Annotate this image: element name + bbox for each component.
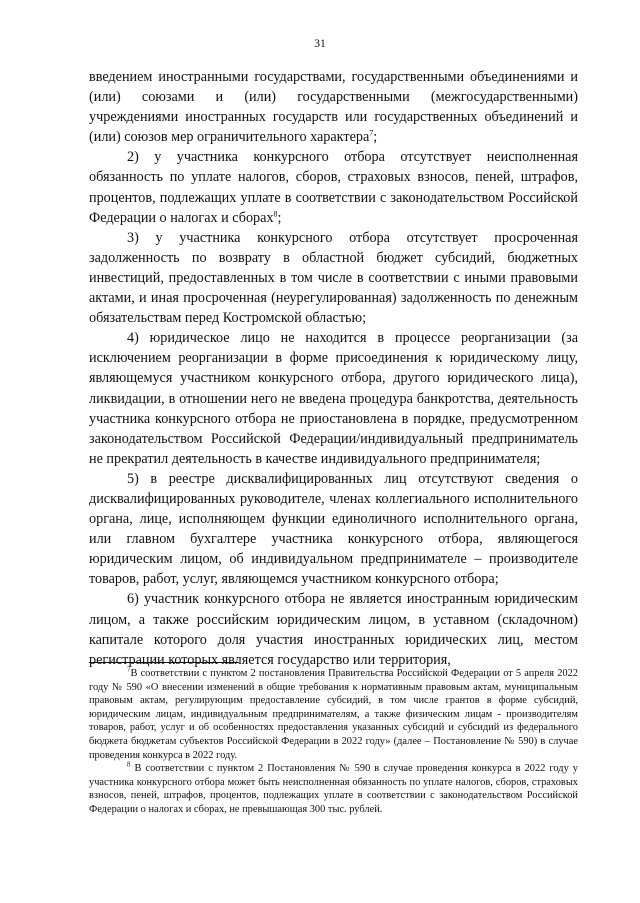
paragraph-text: 2) у участника конкурсного отбора отсутствует неисполненная обязанность по уплате налогов, сборов, страховых взносов, пеней, штрафов, процентов, подлежащих уплате в соответствии с законодательством Российской Федерации о налогах и сборах bbox=[89, 149, 578, 226]
paragraph-continuation bbox=[89, 67, 578, 147]
paragraph-punctuation: ; bbox=[373, 129, 378, 146]
footnote-ref-7[interactable]: 7 bbox=[369, 128, 374, 138]
body-text bbox=[89, 67, 578, 670]
footnote-7 bbox=[89, 667, 578, 762]
footnote-mark: 7 bbox=[127, 665, 131, 674]
footnote-ref-8[interactable]: 8 bbox=[273, 208, 278, 218]
footnote-8 bbox=[89, 762, 578, 816]
paragraph-punctuation: ; bbox=[277, 209, 282, 226]
page-number: 31 bbox=[314, 38, 326, 50]
paragraph-item-3: 3) у участника конкурсного отбора отсутствует просроченная задолженность по возврату в областной бюджет субсидий, бюджетных инвестиций, предоставленных в том числе в соответствии с иными правовыми актами, и иная просроченная (неурегулированная) задолженность по денежным обязательствам перед Костромской областью; bbox=[89, 229, 578, 327]
paragraph-item-4: 4) юридическое лицо не находится в процессе реорганизации (за исключением реорганизации в форме присоединения к юридическому лицу, являющемуся участником конкурсного отбора, другого юридического лица), ликвидации, в отношении него не введена процедура банкротства, деятельность участника конкурсного отбора не приостановлена в порядке, предусмотренном законодательством Российской Федерации/индивидуальный предприниматель не прекратил деятельность в качестве индивидуального предпринимателя; bbox=[89, 330, 578, 467]
paragraph-item-2 bbox=[89, 147, 578, 227]
footnote-text: В соответствии с пунктом 2 постановления Правительства Российской Федерации от 5 апреля 2022 году № 590 «О внесении изменений в общие требования к нормативным правовым актам, муниципальным правовым актам, регулирующим предоставление субсидий, в том числе грантов в форме субсидий, юридическим лицам, индивидуальным предпринимателям, а также физическим лицам - производителям товаров, работ, услуг и об особенностях предоставления указанных субсидий и субсидий из федерального бюджета бюджетам субъектов Российской Федерации в 2022 году» (далее – Постановление № 590) в случае проведения конкурса в 2022 году. bbox=[89, 668, 578, 761]
paragraph-text: введением иностранными государствами, государственными объединениями и (или) союзами и (или) государственными (межгосударственными) учреждениями иностранных государств или государственных объединений и (или) союзов мер ограничительного характера bbox=[89, 69, 578, 146]
paragraph-item-5: 5) в реестре дисквалифицированных лиц отсутствуют сведения о дисквалифицированных руководителе, членах коллегиального исполнительного органа, лице, исполняющем функции единоличного исполнительного органа, или главном бухгалтере участника конкурсного отбора, являющегося юридическим лицом, об индивидуальном предпринимателе – производителе товаров, работ, услуг, являющемся участником конкурсного отбора; bbox=[89, 470, 578, 588]
footnote-mark: 8 bbox=[127, 760, 131, 769]
footnotes bbox=[89, 667, 578, 817]
paragraph-item-6: 6) участник конкурсного отбора не является иностранным юридическим лицом, а также российским юридическим лицом, в уставном (складочном) капитале которого доля участия иностранных юридических лиц, местом регистрации которых является государство или территория, bbox=[89, 591, 578, 668]
footnote-text: В соответствии с пунктом 2 Постановления № 590 в случае проведения конкурса в 2022 году у участника конкурсного отбора может быть неисполненная обязанность по уплате налогов, сборов, страховых взносов, пеней, штрафов, процентов, подлежащих уплате в соответствии с законодательством Российской Федерации о налогах и сборах, не превышающая 300 тыс. рублей. bbox=[89, 763, 578, 815]
footnote-separator bbox=[89, 662, 239, 663]
